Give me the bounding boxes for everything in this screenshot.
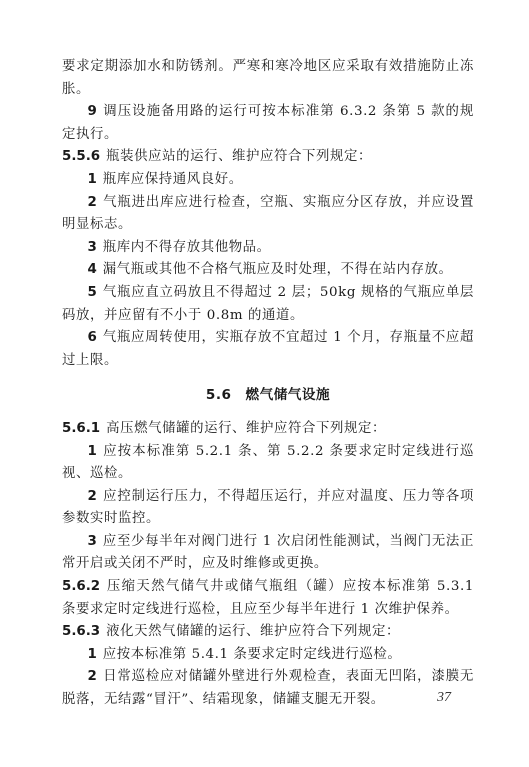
item-number: 3 xyxy=(87,239,97,255)
item-number: 5 xyxy=(87,284,97,300)
paragraph-text: 瓶库内不得存放其他物品。 xyxy=(102,239,271,255)
paragraph-text: 漏气瓶或其他不合格气瓶应及时处理，不得在站内存放。 xyxy=(102,262,453,278)
paragraph-text: 气瓶进出库应进行检查，空瓶、实瓶应分区存放，并应设置明显标志。 xyxy=(62,194,474,233)
paragraph xyxy=(62,169,474,192)
item-number: 2 xyxy=(87,669,97,685)
clause-paragraph xyxy=(62,576,474,621)
paragraph xyxy=(62,259,474,282)
clause-paragraph xyxy=(62,621,474,644)
paragraph-text: 应控制运行压力，不得超压运行，并应对温度、压力等各项参数实时监控。 xyxy=(62,488,474,527)
clause-number: 5.5.6 xyxy=(62,149,101,165)
paragraph-text: 气瓶应周转使用，实瓶存放不宜超过 1 个月，存瓶量不应超过上限。 xyxy=(62,330,474,368)
paragraph-text: 日常巡检应对储罐外壁进行外观检查，表面无凹陷，漆膜无脱落，无结露“冒汗”、结霜现象，储罐支腿无开裂。 xyxy=(62,669,474,708)
paragraph-text: 压缩天然气储气井或储气瓶组（罐）应按本标准第 5.3.1 条要求定时定线进行巡检，且应至少每半年进行 1 次维护保养。 xyxy=(62,579,474,617)
clause-number: 5.6.3 xyxy=(62,624,101,640)
paragraph xyxy=(62,486,474,531)
clauses-5-5 xyxy=(62,56,474,372)
item-number: 1 xyxy=(87,171,97,187)
paragraph-text: 瓶库应保持通风良好。 xyxy=(102,171,243,187)
paragraph xyxy=(62,666,474,711)
section-number: 5.6 xyxy=(205,387,232,404)
paragraph xyxy=(62,101,474,146)
clause-paragraph xyxy=(62,146,474,169)
item-number: 1 xyxy=(87,443,97,459)
item-number: 4 xyxy=(87,262,97,278)
paragraph-text: 应按本标准第 5.2.1 条、第 5.2.2 条要求定时定线进行巡视、巡检。 xyxy=(62,443,474,482)
paragraph xyxy=(62,327,474,372)
clause-number: 5.6.1 xyxy=(62,420,101,436)
clause-paragraph xyxy=(62,418,474,441)
item-number: 6 xyxy=(87,330,97,346)
clause-number: 5.6.2 xyxy=(62,579,101,595)
paragraph xyxy=(62,441,474,486)
page-number: 37 xyxy=(437,690,451,705)
clauses-5-6 xyxy=(62,418,474,712)
item-number: 2 xyxy=(87,194,97,210)
paragraph xyxy=(62,531,474,576)
item-number: 9 xyxy=(87,104,97,120)
paragraph-text: 要求定期添加水和防锈剂。严寒和寒冷地区应采取有效措施防止冻胀。 xyxy=(62,59,474,97)
paragraph xyxy=(62,192,474,237)
section-title: 燃气储气设施 xyxy=(245,387,331,404)
item-number: 3 xyxy=(87,533,97,549)
paragraph xyxy=(62,282,474,327)
paragraph-text: 液化天然气储罐的运行、维护应符合下列规定： xyxy=(106,624,400,640)
paragraph-text: 高压燃气储罐的运行、维护应符合下列规定： xyxy=(106,420,386,436)
paragraph xyxy=(62,237,474,260)
paragraph-text: 瓶装供应站的运行、维护应符合下列规定： xyxy=(106,149,372,165)
paragraph-text: 调压设施备用路的运行可按本标准第 6.3.2 条第 5 款的规定执行。 xyxy=(62,104,474,142)
paragraph-text: 应至少每半年对阀门进行 1 次启闭性能测试，当阀门无法正常开启或关闭不严时，应及时维修或更换。 xyxy=(62,533,474,572)
document-page xyxy=(62,56,474,712)
paragraph-text: 气瓶应直立码放且不得超过 2 层；50kg 规格的气瓶应单层码放，并应留有不小于 0.8m 的通道。 xyxy=(62,284,474,323)
paragraph xyxy=(62,644,474,667)
paragraph xyxy=(62,56,474,101)
item-number: 2 xyxy=(87,488,97,504)
item-number: 1 xyxy=(87,646,97,662)
paragraph-text: 应按本标准第 5.4.1 条要求定时定线进行巡检。 xyxy=(102,646,402,662)
section-heading xyxy=(62,384,474,407)
